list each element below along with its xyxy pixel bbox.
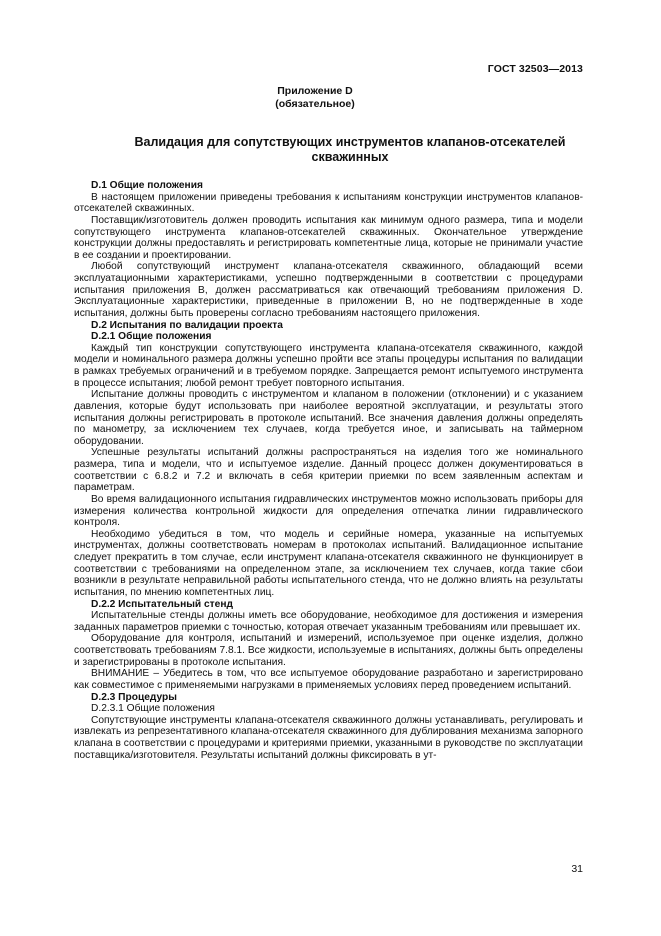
section-heading: D.1 Общие положения bbox=[91, 180, 203, 191]
paragraph: Любой сопутствующий инструмент клапана-отсекателя скважинного, обладающий всеми эксплуатационными характеристиками, успешно подтвержденными в соответствии с процедурами испытания приложения B, должен рассматриваться как отвечающий требованиям приложения D. Эксплуатационные характеристики, приведенные в приложении B, но не подтвержденные в ходе испытания, должны быть проверены согласно требованиям настоящего приложения. bbox=[74, 261, 583, 319]
page-number: 31 bbox=[571, 863, 583, 875]
annex-status: (обязательное) bbox=[275, 98, 355, 110]
paragraph: Успешные результаты испытаний должны распространяться на изделия того же номинального размера, типа и модели, что и испытуемое изделие. Данный процесс должен документироваться в соответствии с 6.8.2 и 7.2 и включать в себя критерии приемки по всем заявленным аспектам и параметрам. bbox=[74, 447, 583, 494]
section-heading: D.2.1 Общие положения bbox=[91, 331, 212, 343]
document-title bbox=[70, 135, 630, 165]
paragraph: ВНИМАНИЕ – Убедитесь в том, что все испытуемое оборудование разработано и зарегистрировано как совместимое с применяемыми нагрузками в применяемых условиях перед проведением испытаний. bbox=[74, 668, 583, 691]
annex-heading bbox=[0, 85, 630, 111]
paragraph: Необходимо убедиться в том, что модель и серийные номера, указанные на испытуемых инструментах, должны соответствовать номерам в протоколах испытаний. Валидационное испытание следует прекратить в том случае, если инструмент клапана-отсекателя скважинного не функционирует в соответствии с требованиями на определенном этапе, за исключением тех случаев, когда такие сбои возникли в результате неправильной работы испытательного стенда, что не должно влиять на результаты испытания, по мнению компетентных лиц. bbox=[74, 528, 583, 598]
paragraph: Испытание должны проводить с инструментом и клапаном в положении (отклонении) и с указанием давления, которые будут использовать при наиболее вероятной эксплуатации, и результаты этого испытания должны регистрировать в протоколе испытаний. Все значения давления должны определять по манометру, за исключением тех случаев, когда требуется иное, и записывать на таймерном оборудовании. bbox=[74, 389, 583, 447]
document-title-line-2: скважинных bbox=[311, 150, 389, 164]
paragraph: Сопутствующие инструменты клапана-отсекателя скважинного должны устанавливать, регулировать и извлекать из репрезентативного клапана-отсекателя скважинного для дублирования механизма запорного клапана в соответствии с процедурами и критериями приемки, указанными в руководстве по эксплуатации поставщика/изготовителя. Результаты испытаний должны фиксировать в ут- bbox=[74, 714, 583, 761]
section-heading: D.2 Испытания по валидации проекта bbox=[91, 319, 283, 331]
section-heading: D.2.2 Испытательный стенд bbox=[91, 598, 233, 610]
section-heading: D.2.3 Процедуры bbox=[91, 691, 177, 703]
subsection-heading: D.2.3.1 Общие положения bbox=[91, 703, 215, 715]
paragraph: Поставщик/изготовитель должен проводить испытания как минимум одного размера, типа и модели сопутствующего инструмента клапанов-отсекателей скважинных. Окончательное утверждение конструкции должны предоставлять и регистрировать компетентные лица, которые не принимали участие в ее создании и проектировании. bbox=[74, 214, 583, 261]
document-body bbox=[74, 180, 583, 761]
paragraph: Оборудование для контроля, испытаний и измерений, используемое при оценке изделия, должно соответствовать требованиям 7.8.1. Все жидкости, используемые в испытаниях, должны быть определены и зарегистрированы в протоколе испытания. bbox=[74, 633, 583, 668]
paragraph: Во время валидационного испытания гидравлических инструментов можно использовать приборы для измерения количества контрольной жидкости для определения отпечатка линии гидравлического контроля. bbox=[74, 493, 583, 529]
paragraph: Испытательные стенды должны иметь все оборудование, необходимое для достижения и измерения заданных параметров приемки с точностью, которая отвечает указанным требованиям или превышает их. bbox=[74, 610, 583, 633]
annex-title: Приложение D bbox=[277, 85, 353, 97]
standard-number: ГОСТ 32503—2013 bbox=[487, 63, 583, 75]
paragraph: В настоящем приложении приведены требования к испытаниям конструкции инструментов клапанов-отсекателей скважинных. bbox=[74, 191, 583, 215]
document-title-line-1: Валидация для сопутствующих инструментов клапанов-отсекателей bbox=[134, 135, 566, 149]
paragraph: Каждый тип конструкции сопутствующего инструмента клапана-отсекателя скважинного, каждой модели и номинального размера должны успешно пройти все этапы процедуры испытания по валидации в рамках требуемых ограничений и в требуемом порядке. Запрещается ремонт испытуемого инструмента в процессе испытания; любой ремонт требует повторного испытания. bbox=[74, 342, 583, 389]
